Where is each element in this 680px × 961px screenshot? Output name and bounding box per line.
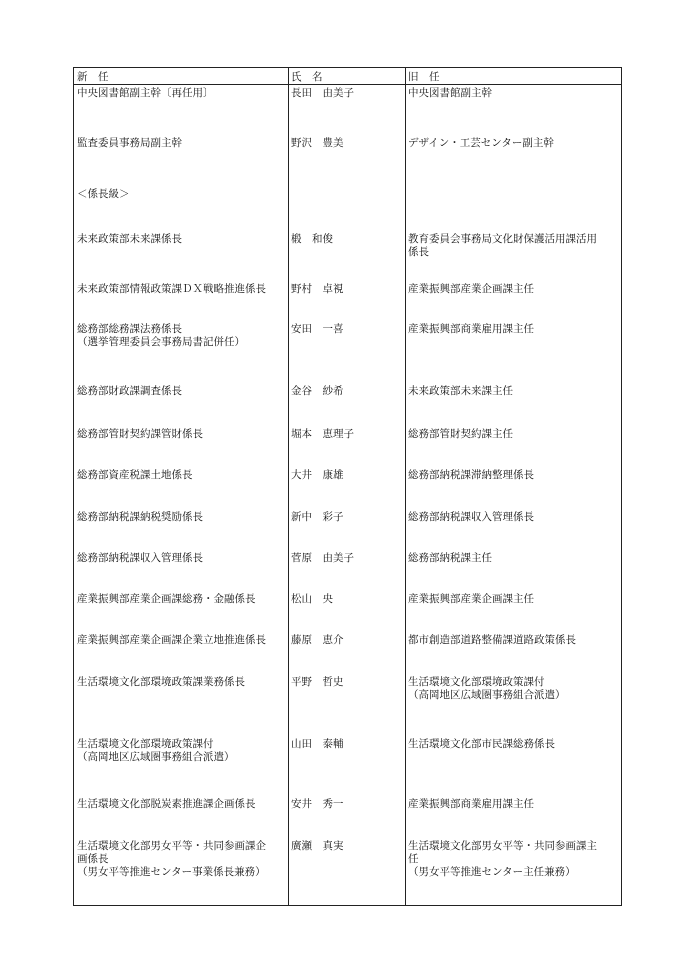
column-divider-2 [405, 68, 406, 905]
table-cell-new: 産業振興部産業企画課総務・金融係長 [77, 593, 256, 605]
table-cell-name: 堀本 恵理子 [291, 428, 354, 440]
header-name: 氏 名 [291, 71, 323, 83]
table-cell-name: 金谷 紗希 [291, 385, 344, 397]
table-cell-old: 都市創造部道路整備課道路政策係長 [408, 634, 576, 646]
table-cell-old: 生活環境文化部男女平等・共同参画課主 任 （男女平等推進センター主任兼務） [408, 840, 597, 878]
table-cell-name: 山田 泰輔 [291, 738, 344, 750]
table-cell-new: 生活環境文化部男女平等・共同参画課企 画係長 （男女平等推進センター事業係長兼務） [77, 840, 266, 878]
table-cell-new: 生活環境文化部環境政策課業務係長 [77, 676, 245, 688]
table-cell-name: 椴 和俊 [291, 233, 333, 245]
table-cell-old: 産業振興部商業雇用課主任 [408, 798, 534, 810]
table-cell-old: 産業振興部産業企画課主任 [408, 593, 534, 605]
table-cell-new: 総務部管財契約課管財係長 [77, 428, 203, 440]
table-cell-new: 総務部納税課納税奨励係長 [77, 511, 203, 523]
table-cell-new: 産業振興部産業企画課企業立地推進係長 [77, 634, 266, 646]
header-old: 旧 任 [408, 71, 440, 83]
table-cell-name: 野村 卓視 [291, 283, 344, 295]
table-cell-old: 生活環境文化部環境政策課付 （高岡地区広域圏事務組合派遣） [408, 676, 566, 701]
personnel-table [73, 67, 622, 906]
table-cell-old: 生活環境文化部市民課総務係長 [408, 738, 555, 750]
table-cell-old: 教育委員会事務局文化財保護活用課活用 係長 [408, 233, 597, 258]
header-new: 新 任 [77, 71, 109, 83]
header-divider [74, 84, 621, 85]
table-cell-new: 総務部資産税課土地係長 [77, 469, 193, 481]
table-cell-new: 生活環境文化部環境政策課付 （高岡地区広域圏事務組合派遣） [77, 738, 235, 763]
table-cell-name: 安田 一喜 [291, 323, 344, 335]
table-cell-new: 監査委員事務局副主幹 [77, 137, 182, 149]
table-cell-new: 中央図書館副主幹〔再任用〕 [77, 87, 214, 99]
table-cell-name: 大井 康雄 [291, 469, 344, 481]
table-cell-name: 菅原 由美子 [291, 552, 354, 564]
table-cell-old: デザイン・工芸センター副主幹 [408, 137, 554, 149]
table-cell-name: 新中 彩子 [291, 511, 344, 523]
table-cell-new: 未来政策部情報政策課ＤＸ戦略推進係長 [77, 283, 266, 295]
table-cell-new: 総務部財政課調査係長 [77, 385, 182, 397]
table-cell-name: 藤原 恵介 [291, 634, 344, 646]
table-cell-new: 生活環境文化部脱炭素推進課企画係長 [77, 798, 256, 810]
table-cell-name: 平野 哲史 [291, 676, 344, 688]
table-cell-new: ＜係長級＞ [77, 188, 130, 200]
table-cell-old: 中央図書館副主幹 [408, 87, 492, 99]
column-divider-1 [288, 68, 289, 905]
table-cell-name: 松山 央 [291, 593, 333, 605]
table-cell-new: 総務部納税課収入管理係長 [77, 552, 203, 564]
table-cell-old: 産業振興部産業企画課主任 [408, 283, 534, 295]
table-cell-old: 産業振興部商業雇用課主任 [408, 323, 534, 335]
table-cell-name: 長田 由美子 [291, 87, 354, 99]
table-cell-old: 総務部納税課滞納整理係長 [408, 469, 534, 481]
table-cell-old: 総務部納税課主任 [408, 552, 492, 564]
table-cell-name: 廣瀬 真実 [291, 840, 344, 852]
table-cell-name: 安井 秀一 [291, 798, 344, 810]
table-cell-new: 未来政策部未来課係長 [77, 233, 182, 245]
table-cell-new: 総務部総務課法務係長 （選挙管理委員会事務局書記併任） [77, 323, 245, 348]
table-cell-old: 未来政策部未来課主任 [408, 385, 513, 397]
table-cell-name: 野沢 豊美 [291, 137, 344, 149]
table-cell-old: 総務部管財契約課主任 [408, 428, 513, 440]
table-cell-old: 総務部納税課収入管理係長 [408, 511, 534, 523]
